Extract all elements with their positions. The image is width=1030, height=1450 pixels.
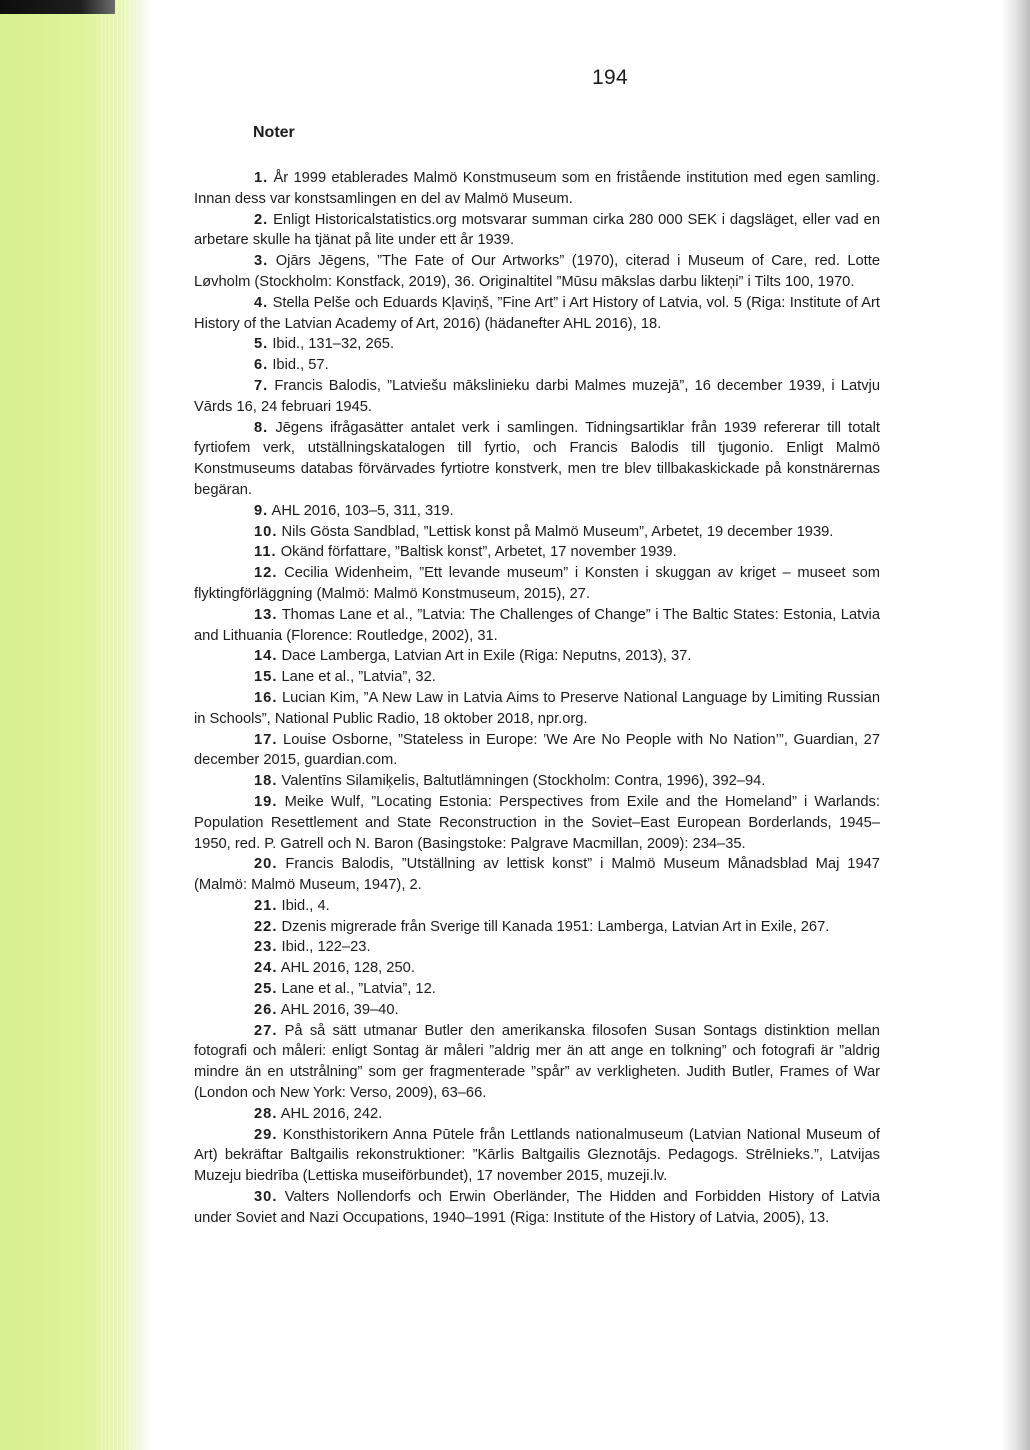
footnote-number: 6. xyxy=(254,357,269,374)
footnote xyxy=(194,1125,880,1187)
footnote-text: Dzenis migrerade från Sverige till Kanada 1951: Lamberga, Latvian Art in Exile, 267. xyxy=(281,918,830,935)
footnote-number: 25. xyxy=(254,981,278,998)
footnote-number: 30. xyxy=(254,1189,278,1206)
footnote-text: På så sätt utmanar Butler den amerikanska filosofen Susan Sontags distinktion mellan fotografi och måleri: enligt Sontag är måleri ”aldrig mer än att ange en tolkning” och fotografi är ”aldrig mindre än en utstrålning” som ger fragmenterade ”spår” av verkligheten. Judith Butler, Frames of War (London och New York: Verso, 2009), 63–66. xyxy=(194,1022,880,1102)
footnote-number: 24. xyxy=(254,960,278,977)
footnote-number: 4. xyxy=(254,294,269,311)
footnote-text: Lucian Kim, ”A New Law in Latvia Aims to Preserve National Language by Limiting Russian in Schools”, National Public Radio, 18 oktober 2018, npr.org. xyxy=(194,689,880,727)
footnote xyxy=(194,355,880,376)
footnote xyxy=(194,1021,880,1104)
footnote-number: 13. xyxy=(254,606,278,623)
footnote-number: 28. xyxy=(254,1105,278,1122)
footnote-text: Ibid., 122–23. xyxy=(281,939,371,956)
footnote-number: 18. xyxy=(254,773,278,790)
footnote xyxy=(194,854,880,896)
footnote xyxy=(194,522,880,543)
footnote-text: Dace Lamberga, Latvian Art in Exile (Riga: Neputns, 2013), 37. xyxy=(281,648,692,665)
footnote xyxy=(194,979,880,1000)
footnote xyxy=(194,1000,880,1021)
page-number: 194 xyxy=(592,66,628,89)
footnote xyxy=(194,605,880,647)
footnote xyxy=(194,1104,880,1125)
footnote xyxy=(194,168,880,210)
footnote xyxy=(194,542,880,563)
footnote-number: 1. xyxy=(254,170,269,186)
footnote-number: 11. xyxy=(254,544,277,561)
footnote-number: 10. xyxy=(254,523,278,540)
footnote-text: År 1999 etablerades Malmö Konstmuseum som en fristående institution med egen samling. Innan dess var konstsamlingen en del av Malmö Museum. xyxy=(194,170,880,207)
footnote xyxy=(194,1187,880,1229)
footnote-number: 2. xyxy=(254,211,269,228)
footnote-number: 5. xyxy=(254,336,269,353)
footnote xyxy=(194,251,880,293)
footnote xyxy=(194,293,880,335)
footnote-number: 16. xyxy=(254,689,278,706)
footnote-text: Enligt Historicalstatistics.org motsvarar summan cirka 280 000 SEK i dagsläget, eller vad en arbetare skulle ha tjänat på lite under ett år 1939. xyxy=(194,211,880,249)
footnote-number: 21. xyxy=(254,897,278,914)
footnote-text: Okänd författare, ”Baltisk konst”, Arbetet, 17 november 1939. xyxy=(280,544,677,561)
page-edge-stripes xyxy=(98,0,140,1450)
footnote-text: Nils Gösta Sandblad, ”Lettisk konst på Malmö Museum”, Arbetet, 19 december 1939. xyxy=(281,523,834,540)
footnote xyxy=(194,667,880,688)
footnote xyxy=(194,937,880,958)
footnote xyxy=(194,730,880,772)
footnote-number: 15. xyxy=(254,669,278,686)
footnote xyxy=(194,376,880,418)
footnote-number: 23. xyxy=(254,939,278,956)
footnote-number: 19. xyxy=(254,793,278,810)
footnote-number: 9. xyxy=(254,502,269,519)
footnote xyxy=(194,958,880,979)
notes-list xyxy=(194,168,880,1229)
footnote xyxy=(194,334,880,355)
footnote xyxy=(194,563,880,605)
footnote-number: 22. xyxy=(254,918,278,935)
footnote-text: Ibid., 131–32, 265. xyxy=(272,336,395,353)
footnote-number: 14. xyxy=(254,648,278,665)
notes-heading: Noter xyxy=(253,124,295,141)
footnote-text: Lane et al., ”Latvia”, 32. xyxy=(281,669,436,686)
footnote xyxy=(194,688,880,730)
footnote-text: Stella Pelše och Eduards Kļaviņš, ”Fine Art” i Art History of Latvia, vol. 5 (Riga: Institute of Art History of the Latvian Academy of Art, 2016) (hädanefter AHL 2016), 18. xyxy=(194,294,880,332)
footnote-text: Jēgens ifrågasätter antalet verk i samlingen. Tidningsartiklar från 1939 refererar till totalt fyrtiofem verk, utställningskatalogen till fyrtio, och Francis Balodis till tjugonio. Enligt Malmö Konstmuseums databas förvärvades fyrtiotre konstverk, men tre blev tillbakaskickade på konstnärernas begäran. xyxy=(194,419,880,498)
footnote xyxy=(194,501,880,522)
footnote-text: AHL 2016, 103–5, 311, 319. xyxy=(271,502,454,519)
footnote-number: 27. xyxy=(254,1022,278,1039)
footnote-text: AHL 2016, 39–40. xyxy=(280,1001,399,1018)
footnote-text: Thomas Lane et al., ”Latvia: The Challenges of Change” i The Baltic States: Estonia, Latvia and Lithuania (Florence: Routledge, 2002), 31. xyxy=(194,606,880,644)
footnote xyxy=(194,646,880,667)
footnote xyxy=(194,771,880,792)
footnote xyxy=(194,896,880,917)
footnote-text: Ojārs Jēgens, ”The Fate of Our Artworks” (1970), citerad i Museum of Care, red. Lotte Løvholm (Stockholm: Konstfack, 2019), 36. Originaltitel ”Mūsu mākslas darbu likteņi” i Tilts 100, 1970. xyxy=(194,253,880,290)
footnote xyxy=(194,917,880,938)
footnote-text: Francis Balodis, ”Utställning av lettisk konst” i Malmö Museum Månadsblad Maj 1947 (Malmö: Malmö Museum, 1947), 2. xyxy=(194,856,880,894)
footnote xyxy=(194,418,880,501)
footnote-number: 7. xyxy=(254,377,269,394)
page-edge-shadow xyxy=(1002,0,1030,1450)
footnote-text: Louise Osborne, ”Stateless in Europe: ’We Are No People with No Nation’”, Guardian, 27 december 2015, guardian.com. xyxy=(194,731,880,769)
footnote-number: 20. xyxy=(254,856,278,873)
footnote-number: 26. xyxy=(254,1001,278,1018)
footnote-number: 29. xyxy=(254,1126,278,1143)
footnote-text: Meike Wulf, ”Locating Estonia: Perspectives from Exile and the Homeland” i Warlands: Population Resettlement and State Reconstruction in the Soviet–East European Borderlands, 1945–1950, red. P. Gatrell och N. Baron (Basingstoke: Palgrave Macmillan, 2009): 234–35. xyxy=(194,793,880,852)
footnote-text: Ibid., 4. xyxy=(281,897,330,914)
footnote-text: Cecilia Widenheim, ”Ett levande museum” i Konsten i skuggan av kriget – museet som flyktingförläggning (Malmö: Malmö Konstmuseum, 2015), 27. xyxy=(194,565,880,602)
footnote-number: 17. xyxy=(254,731,278,748)
footnote xyxy=(194,210,880,252)
footnote-text: Valters Nollendorfs och Erwin Oberländer, The Hidden and Forbidden History of Latvia under Soviet and Nazi Occupations, 1940–1991 (Riga: Institute of the History of Latvia, 2005), 13. xyxy=(194,1189,880,1226)
footnote-text: Lane et al., ”Latvia”, 12. xyxy=(281,981,436,998)
footnote xyxy=(194,792,880,854)
footnote-text: Francis Balodis, ”Latviešu mākslinieku darbi Malmes muzejā”, 16 december 1939, i Latvju Vārds 16, 24 februari 1945. xyxy=(194,377,880,415)
footnote-text: AHL 2016, 128, 250. xyxy=(280,960,415,977)
footnote-text: Konsthistorikern Anna Pūtele från Lettlands nationalmuseum (Latvian National Museum of Art) bekräftar Baltgailis rekonstruktioner: ”Kārlis Baltgailis Gleznotājs. Pedagogs. Strēlnieks.”, Latvijas Muzeju biedrība (Lettiska museiförbundet), 17 november 2015, muzeji.lv. xyxy=(194,1126,880,1185)
footnote-text: Valentīns Silamiķelis, Baltutlämningen (Stockholm: Contra, 1996), 392–94. xyxy=(281,773,766,790)
page-edge-dark xyxy=(0,0,115,14)
footnote-number: 8. xyxy=(254,419,269,436)
footnote-number: 12. xyxy=(254,565,278,582)
footnote-text: Ibid., 57. xyxy=(272,357,329,374)
footnote-number: 3. xyxy=(254,253,269,270)
footnote-text: AHL 2016, 242. xyxy=(280,1105,383,1122)
